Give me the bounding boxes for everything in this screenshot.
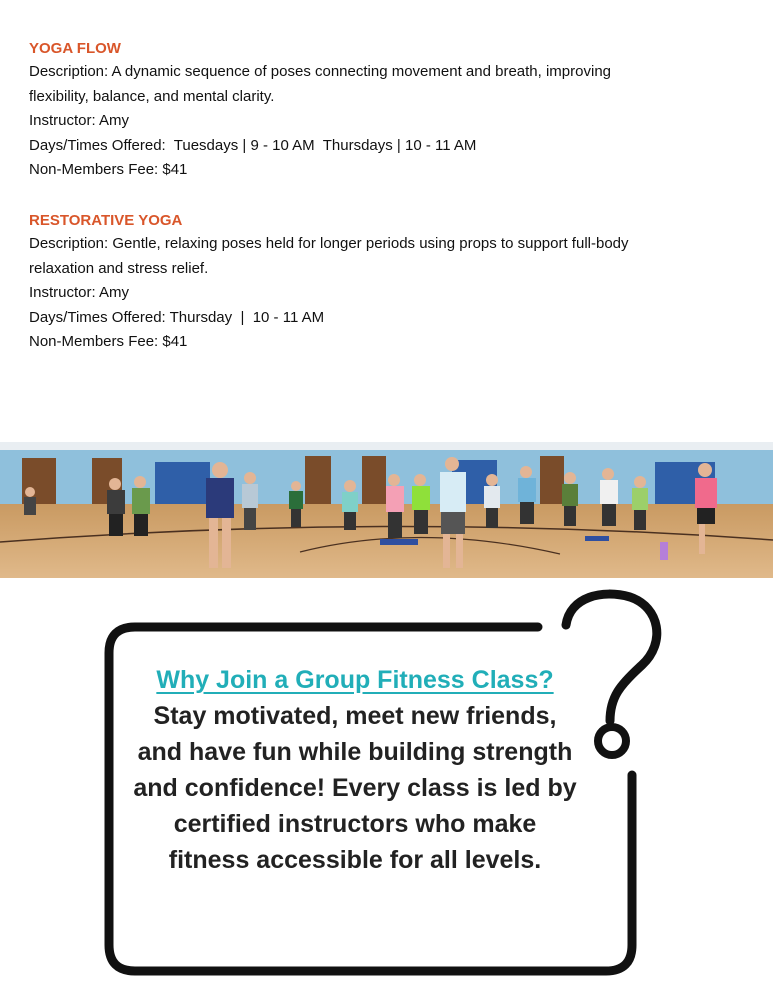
class-listing-yoga-flow: [29, 38, 749, 183]
class-fee: Non-Members Fee: $41: [29, 161, 188, 179]
class-instructor: Instructor: Amy: [29, 284, 130, 302]
participant: [562, 472, 578, 526]
class-description: [29, 232, 749, 281]
participant: [342, 480, 358, 530]
wall-mat: [155, 462, 210, 504]
class-schedule: Days/Times Offered: Thursday | 10 - 11 AM: [29, 308, 325, 326]
participant: [632, 476, 648, 530]
class-schedule: Days/Times Offered: Tuesdays | 9 - 10 AM Thursdays | 10 - 11 AM: [29, 136, 477, 154]
class-description-line: flexibility, balance, and mental clarity.: [29, 87, 275, 105]
class-description: [29, 60, 749, 109]
participant: [484, 474, 500, 528]
gym-ceiling: [0, 442, 773, 450]
callout-heading: Why Join a Group Fitness Class?: [156, 666, 554, 694]
gym-class-illustration: [0, 442, 773, 578]
class-title: YOGA FLOW: [29, 40, 121, 57]
class-description-line: relaxation and stress relief.: [29, 259, 209, 277]
question-mark-dot-icon: [598, 727, 626, 755]
water-bottle: [660, 542, 668, 560]
callout: [130, 662, 580, 878]
door: [362, 456, 386, 504]
class-instructor: Instructor: Amy: [29, 112, 130, 130]
floor-mat: [585, 536, 609, 541]
participant: [24, 487, 36, 515]
class-description-line: Description: A dynamic sequence of poses connecting movement and breath, improving: [29, 63, 611, 80]
door: [305, 456, 331, 504]
class-description-line: Description: Gentle, relaxing poses held for longer periods using props to support full-body: [29, 235, 629, 252]
class-listing-restorative-yoga: [29, 210, 749, 355]
gym-class-photo: [0, 442, 773, 578]
callout-body: Stay motivated, meet new friends, and have fun while building strength and confidence! Every class is led by certified instructors who make fitness accessible for all levels.: [133, 702, 577, 874]
class-title: RESTORATIVE YOGA: [29, 212, 183, 229]
floor-mat: [380, 539, 418, 545]
class-fee: Non-Members Fee: $41: [29, 333, 188, 351]
door: [540, 456, 564, 504]
